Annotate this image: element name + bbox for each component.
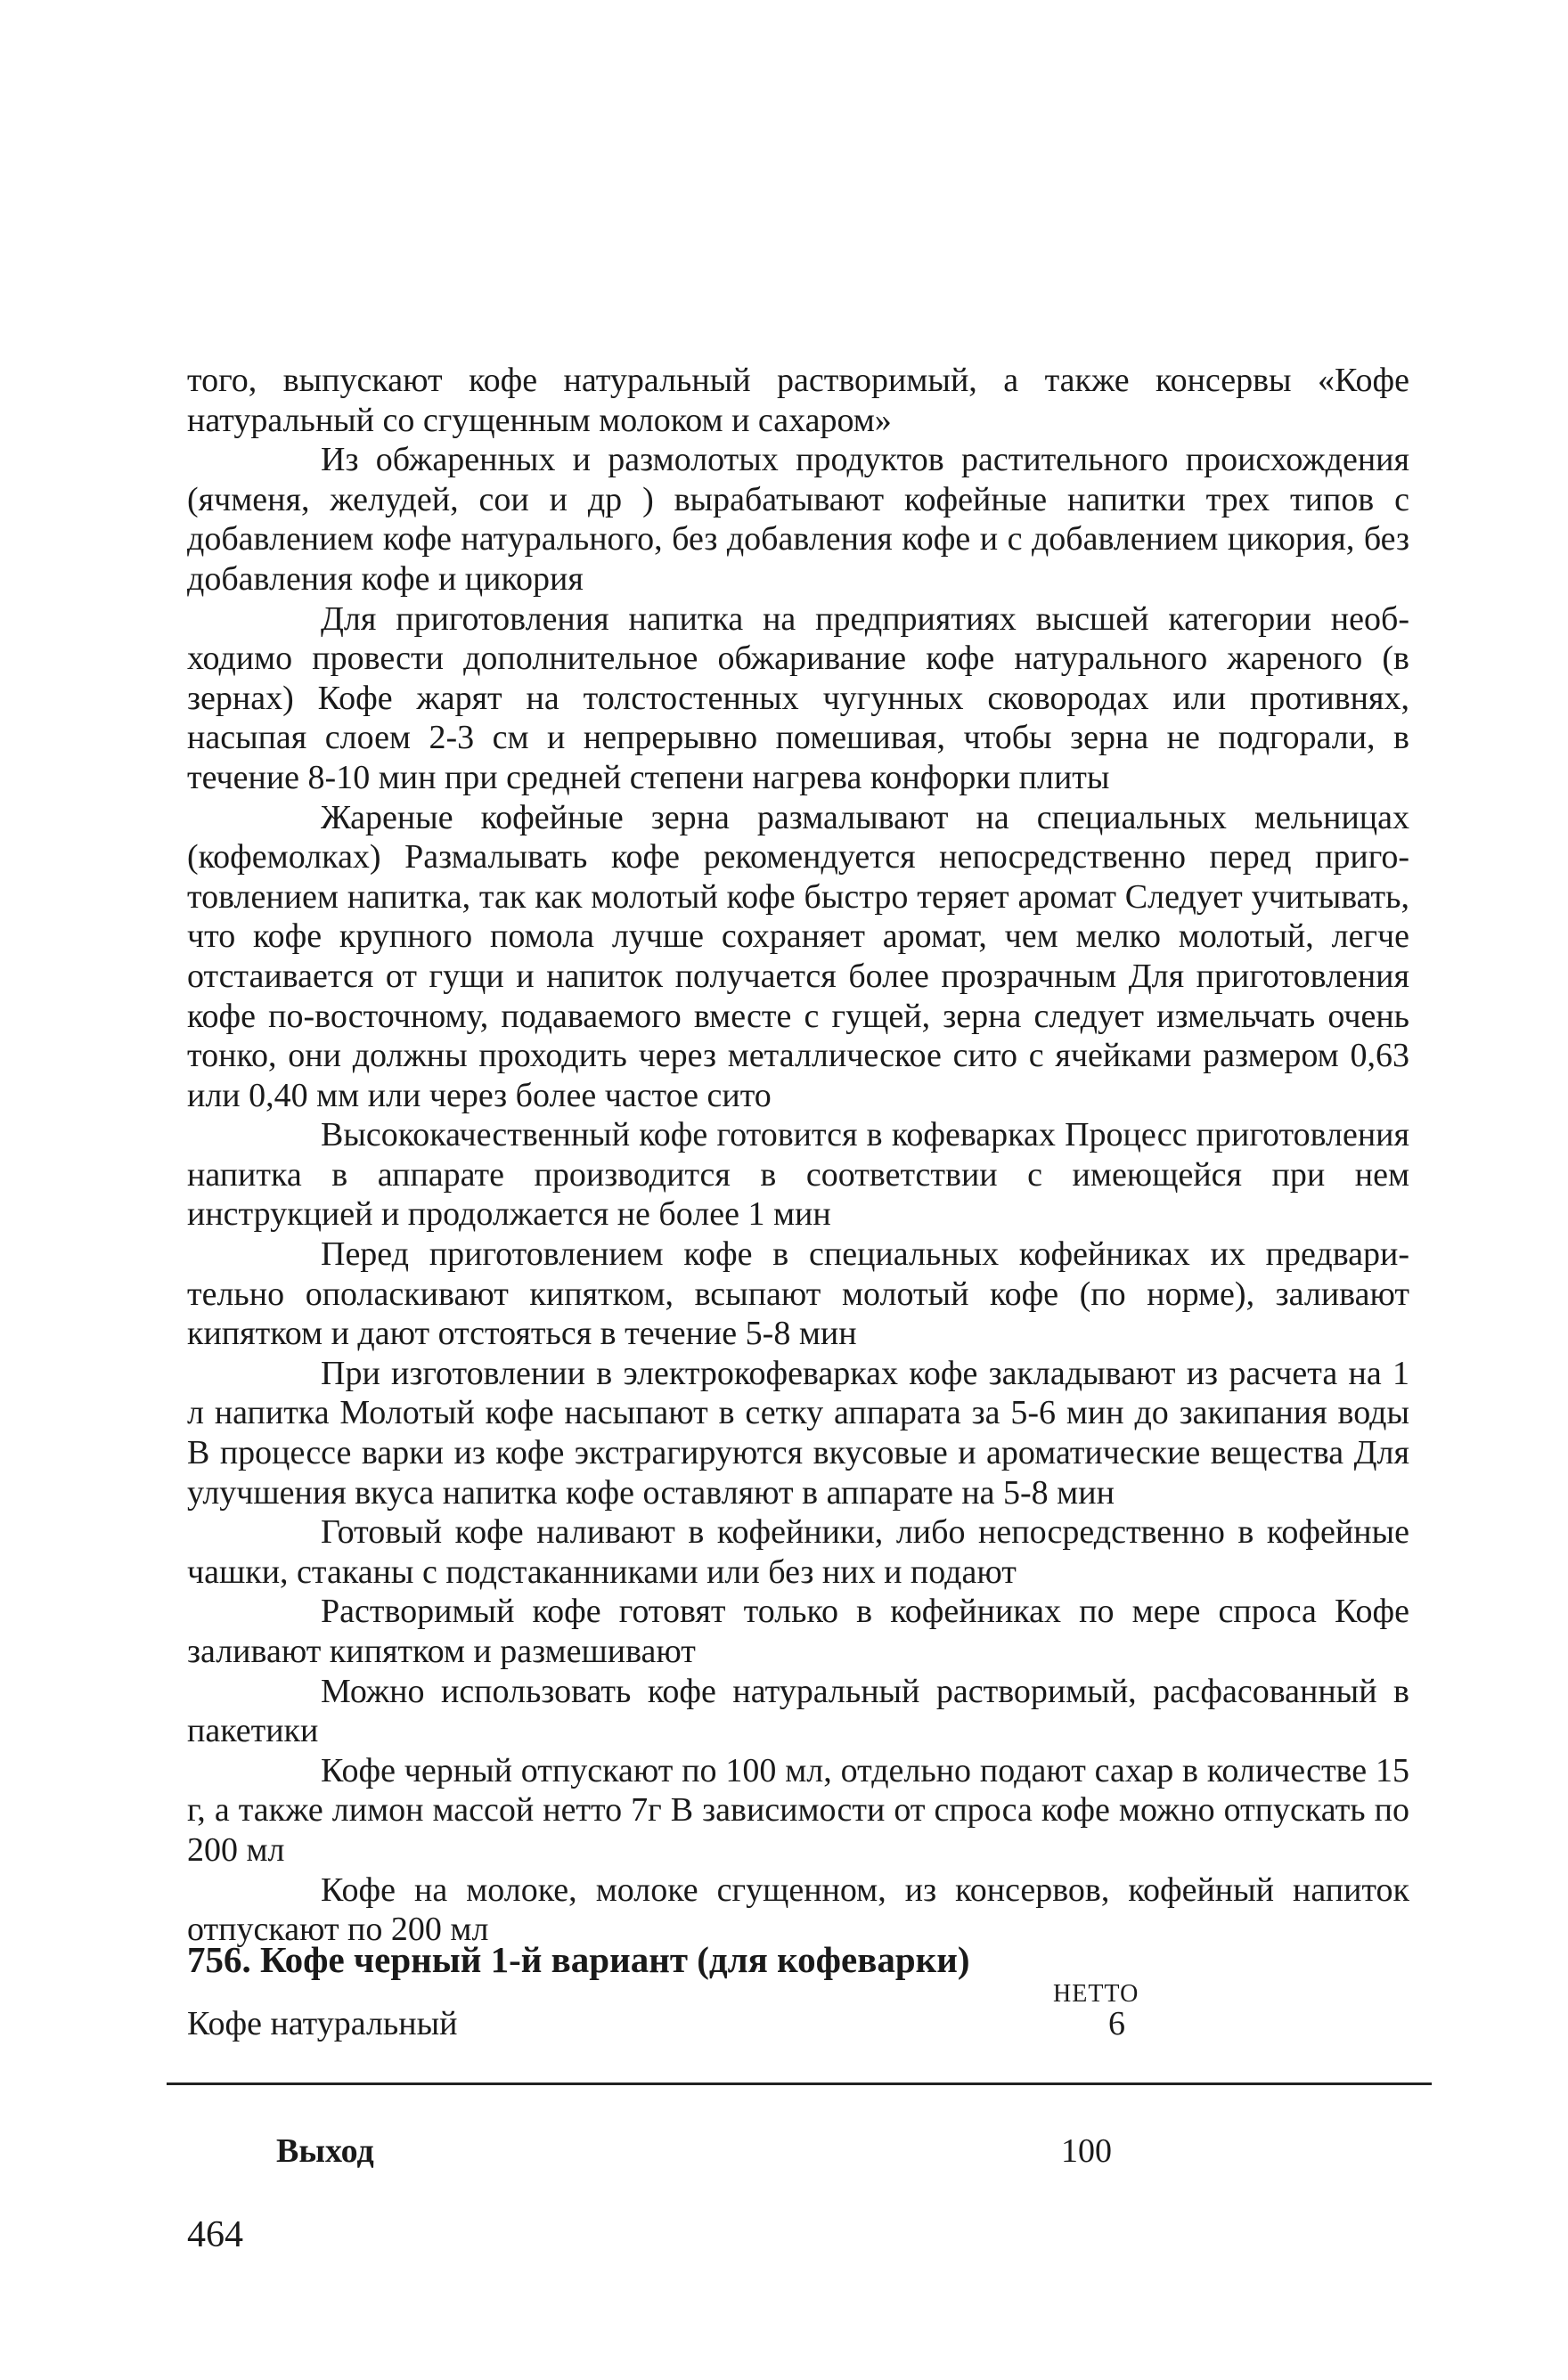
paragraph: Для приготовления напитка на предприятиях высшей категории необходимо провести дополнительное обжаривание кофе натурального жареного (в зернах) Кофе жарят на толстостенных чугунных сковородах или противнях, насыпая слоем 2-3 см и непрерывно помешивая, чтобы зерна не подгорали, в течение 8-10 мин при средней степени нагрева конфорки плиты	[187, 599, 1409, 796]
paragraph: Перед приготовлением кофе в специальных кофейниках их предварительно ополаскивают кипятком, всыпают молотый кофе (по норме), заливают кипятком и дают отстояться в течение 5-8 мин	[187, 1235, 1409, 1353]
paragraph: того, выпускают кофе натуральный растворимый, а также консервы «Кофе натуральный со сгущенным молоком и сахаром»	[187, 362, 1409, 439]
ingredient-quantity: 6	[1108, 2005, 1125, 2042]
table-divider	[167, 2082, 1432, 2085]
paragraph: Можно использовать кофе натуральный растворимый, расфасованный в пакетики	[187, 1672, 1409, 1750]
paragraph: Кофе на молоке, молоке сгущенном, из консервов, кофейный напиток отпускают по 200 мл	[187, 1871, 1409, 1949]
page-number: 464	[187, 2214, 243, 2255]
paragraph: При изготовлении в электрокофеварках кофе закладывают из расчета на 1 л напитка Молотый кофе насыпают в сетку аппарата за 5-6 мин до закипания воды В процессе варки из кофе экстрагируются вкусовые и ароматические вещества Для улучшения вкуса напитка кофе оставляют в аппарате на 5-8 мин	[187, 1354, 1409, 1512]
paragraph: Из обжаренных и размолотых продуктов растительного происхождения (ячменя, желудей, сои и др ) вырабатывают кофейные напитки трех типов с добавлением кофе натурального, без добавления кофе и с добавлением цикория, без добавления кофе и цикория	[187, 441, 1409, 598]
netto-column-label: НЕТТО	[1053, 1980, 1139, 2008]
recipe-title: 756. Кофе черный 1-й вариант (для кофеварки)	[187, 1939, 970, 1980]
paragraph: Кофе черный отпускают по 100 мл, отдельно подают сахар в количестве 15 г, а также лимон массой нетто 7г В зависимости от спроса кофе можно отпускать по 200 мл	[187, 1751, 1409, 1869]
paragraph: Растворимый кофе готовят только в кофейниках по мере спроса Кофе заливают кипятком и размешивают	[187, 1593, 1409, 1670]
paragraph: Высококачественный кофе готовится в кофеварках Процесс приготовления напитка в аппарате производится в соответствии с имеющейся при нем инструкцией и продолжается не более 1 мин	[187, 1116, 1409, 1234]
yield-label: Выход	[276, 2132, 374, 2170]
paragraph: Готовый кофе наливают в кофейники, либо непосредственно в кофейные чашки, стаканы с подстаканниками или без них и подают	[187, 1513, 1409, 1591]
body-text	[187, 361, 1409, 1950]
yield-value: 100	[1061, 2132, 1112, 2170]
paragraph: Жареные кофейные зерна размалывают на специальных мельницах (кофемолках) Размалывать кофе рекомендуется непосредственно перед приготовлением напитка, так как молотый кофе быстро теряет аромат Следует учитывать, что кофе крупного помола лучше сохраняет аромат, чем мелко молотый, легче отстаивается от гущи и напиток получается более прозрачным Для приготовления кофе по-восточному, подаваемого вместе с гущей, зерна следует измельчать очень тонко, они должны проходить через металлическое сито с ячейками размером 0,63 или 0,40 мм или через более частое сито	[187, 798, 1409, 1114]
ingredient-name: Кофе натуральный	[187, 2005, 458, 2042]
